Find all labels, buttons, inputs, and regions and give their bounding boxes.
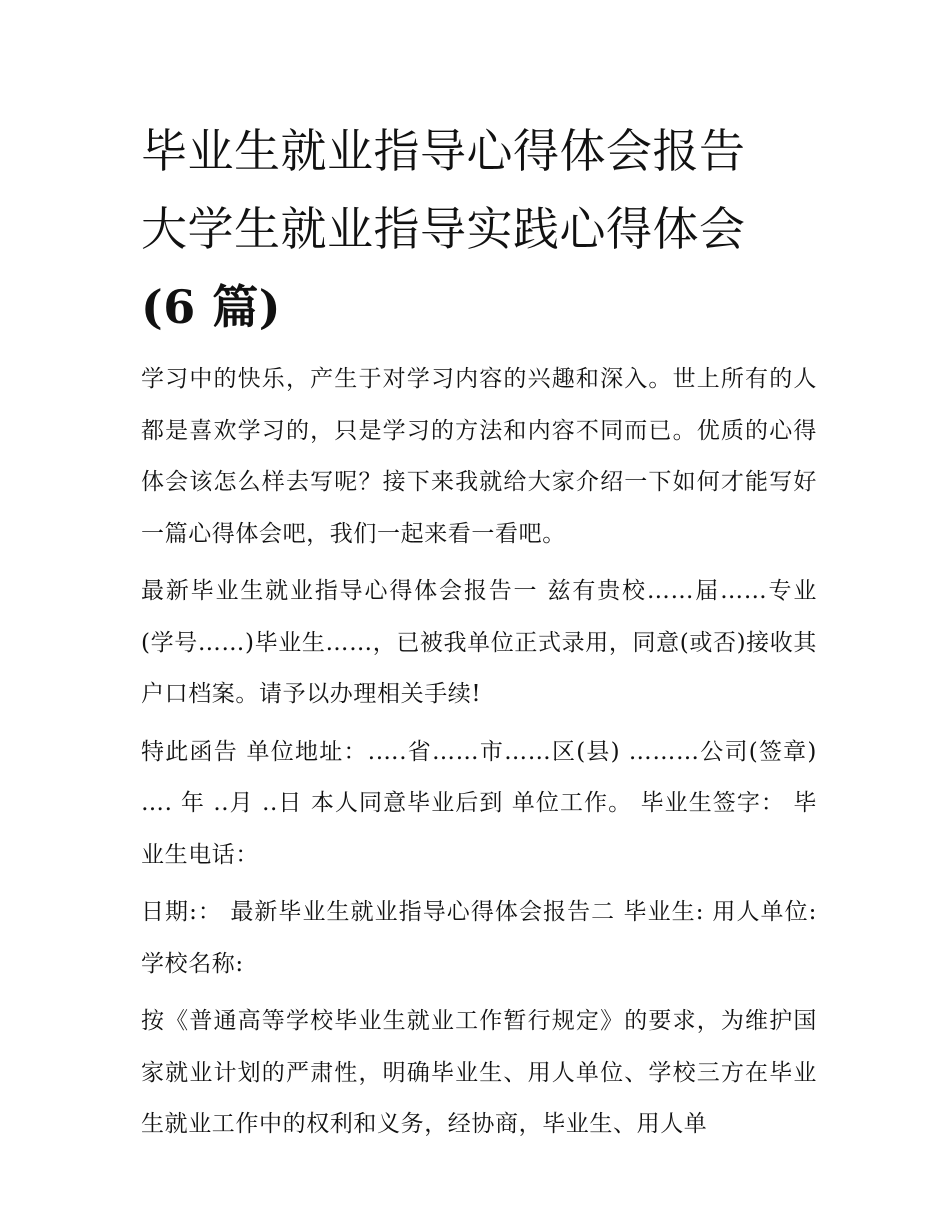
title-line-1: 毕业生就业指导心得体会报告 [141,124,746,178]
paragraph-report-one: 最新毕业生就业指导心得体会报告一 兹有贵校……届……专业(学号……)毕业生……，已被我单位正式录用，同意(或否)接收其户口档案。请予以办理相关手续! [141,578,817,707]
title-line-2: 大学生就业指导实践心得体会 [141,202,746,256]
paragraph-intro: 学习中的快乐，产生于对学习内容的兴趣和深入。世上所有的人都是喜欢学习的，只是学习的方法和内容不同而已。优质的心得体会该怎么样去写呢？接下来我就给大家介绍一下如何才能写好一篇心得体会吧，我们一起来看一看吧。 [141,366,817,547]
paragraph-report-two: 日期:： 最新毕业生就业指导心得体会报告二 毕业生: 用人单位: 学校名称: [141,899,817,977]
title-line-3: (6 篇) [141,280,282,334]
document-body [141,354,817,1157]
document-title [141,112,821,346]
paragraph-regulation: 按《普通高等学校毕业生就业工作暂行规定》的要求，为维护国家就业计划的严肃性，明确毕业生、用人单位、学校三方在毕业生就业工作中的权利和义务，经协商，毕业生、用人单 [141,1008,817,1137]
paragraph-notice: 特此函告 单位地址：.….省……市……区(县) ………公司(签章) …. 年 ..月 ..日 本人同意毕业后到 单位工作。 毕业生签字： 毕业生电话： [141,738,817,868]
